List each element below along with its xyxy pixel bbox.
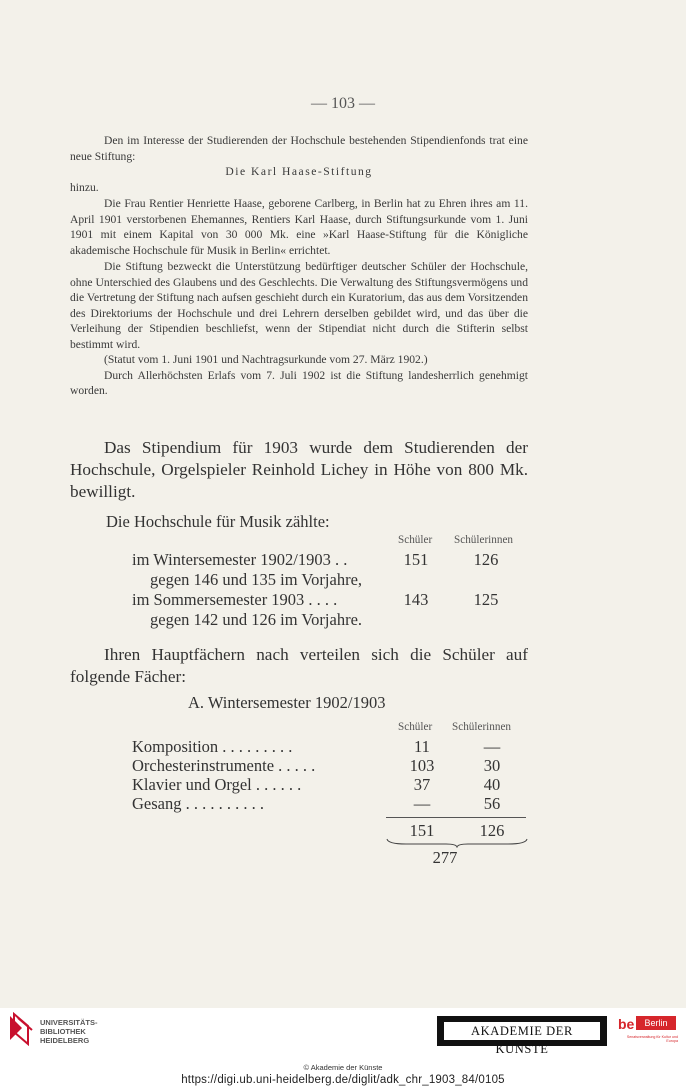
count-row-schuelerinnen: 125: [473, 590, 499, 609]
stipend-text: Das Stipendium für 1903 wurde dem Studierenden der Hochschule, Orgelspieler Reinhold Lichey in Höhe von 800 Mk. bewilligt.: [70, 438, 528, 501]
subject-label: Komposition . . . . . . . . .: [132, 737, 293, 756]
count-row-label: im Sommersemester 1903 . . . .: [132, 590, 338, 609]
count-row-label: im Wintersemester 1902/1903 . .: [132, 550, 348, 569]
ub-line: BIBLIOTHEK: [40, 1027, 86, 1036]
subject-schueler: 37: [413, 775, 431, 794]
total-schuelerinnen: 126: [479, 821, 505, 840]
count-row-label: gegen 146 und 135 im Vorjahre,: [150, 570, 363, 589]
donation-paragraph: Die Frau Rentier Henriette Haase, geborene Carlberg, in Berlin hat zu Ehren ihres am 11. April 1901 verstorbenen Ehemannes, Rentiers Karl Haase, durch Stiftungsurkunde vom 1. Juni 1901 mit einem Kapital von 30 000 Mk. eine »Karl Haase-Stiftung für die Königliche akademische Hochschule für Musik in Berlin« errichtet.: [70, 197, 528, 257]
berlin-senate-logo: [618, 1014, 678, 1052]
subjects-intro-text: Ihren Hauptfächern nach verteilen sich die Schüler auf folgende Fächer:: [70, 645, 528, 686]
subject-schuelerinnen: 56: [483, 794, 501, 813]
subject-schuelerinnen: —: [483, 737, 501, 756]
count-row-schuelerinnen: 126: [473, 550, 499, 569]
akademie-label: AKADEMIE DER KÜNSTE: [443, 1021, 601, 1041]
subject-label: Orchesterinstrumente . . . . .: [132, 756, 316, 775]
stipend-paragraph: [70, 437, 528, 503]
section-a-title: A. Wintersemester 1902/1903: [188, 693, 386, 712]
copyright: © Akademie der Künste: [303, 1063, 383, 1072]
count-col-schueler: Schüler: [398, 534, 433, 546]
subject-col-schuelerinnen: Schülerinnen: [452, 721, 512, 733]
count-row-schueler: 143: [403, 590, 429, 609]
subject-schueler: —: [413, 794, 431, 813]
permalink[interactable]: https://digi.ub.uni-heidelberg.de/diglit/adk_chr_1903_84/0105: [181, 1074, 505, 1086]
university-library-name: [40, 1018, 98, 1045]
count-col-schuelerinnen: Schülerinnen: [454, 534, 514, 546]
subject-schueler: 11: [414, 737, 430, 756]
subject-schuelerinnen: 30: [483, 756, 501, 775]
grand-total: 277: [432, 848, 458, 867]
bem-icon: be: [618, 1016, 635, 1032]
berlin-brand: Berlin: [636, 1016, 676, 1030]
subject-col-schueler: Schüler: [398, 721, 433, 733]
statute-note: (Statut vom 1. Juni 1901 und Nachtragsurkunde vom 27. März 1902.): [104, 353, 428, 366]
hinzu-text: hinzu.: [70, 180, 99, 194]
count-intro: Die Hochschule für Musik zählte:: [106, 512, 330, 531]
purpose-paragraph: Die Stiftung bezweckt die Unterstützung bedürftiger deutscher Schüler der Hochschule, ohne Unterschied des Glaubens und des Geschlechts. Die Verwaltung des Stiftungsvermögens und die Vertretung der Stiftung nach aufsen geschieht durch ein Kuratorium, das aus dem Vorsitzenden des Direktoriums der Hochschule und drei Lehrern derselben gebildet wird, und das über die Verleihung der Stipendien beschliefst, wenn der Stipendiat nicht durch die Stifterin selbst bestimmt wird.: [70, 260, 528, 351]
ub-line: HEIDELBERG: [40, 1036, 90, 1045]
university-library-logo-icon: [8, 1012, 36, 1046]
decree-paragraph: Durch Allerhöchsten Erlafs vom 7. Juli 1902 ist die Stiftung landesherrlich genehmigt worden.: [70, 368, 528, 397]
subject-label: Gesang . . . . . . . . . .: [132, 794, 264, 813]
total-brace: [386, 838, 528, 848]
subject-schuelerinnen: 40: [483, 775, 501, 794]
intro-paragraph: Den im Interesse der Studierenden der Hochschule bestehenden Stipendienfonds trat eine neue Stiftung:: [70, 134, 528, 163]
berlin-senate-text: Senatsverwaltung für Kultur und Europa: [626, 1035, 678, 1044]
ub-line: UNIVERSITÄTS-: [40, 1018, 98, 1027]
count-row-label: gegen 142 und 126 im Vorjahre.: [150, 610, 363, 629]
total-schueler: 151: [409, 821, 435, 840]
akademie-logo: [437, 1016, 607, 1056]
page-number: — 103 —: [311, 95, 375, 112]
subject-label: Klavier und Orgel . . . . . .: [132, 775, 302, 794]
subject-schueler: 103: [409, 756, 435, 775]
sum-rule: [386, 817, 526, 818]
count-row-schueler: 151: [403, 550, 429, 569]
foundation-block: [70, 133, 528, 399]
subjects-intro: [70, 644, 528, 688]
foundation-title: Die Karl Haase-Stiftung: [225, 165, 373, 178]
